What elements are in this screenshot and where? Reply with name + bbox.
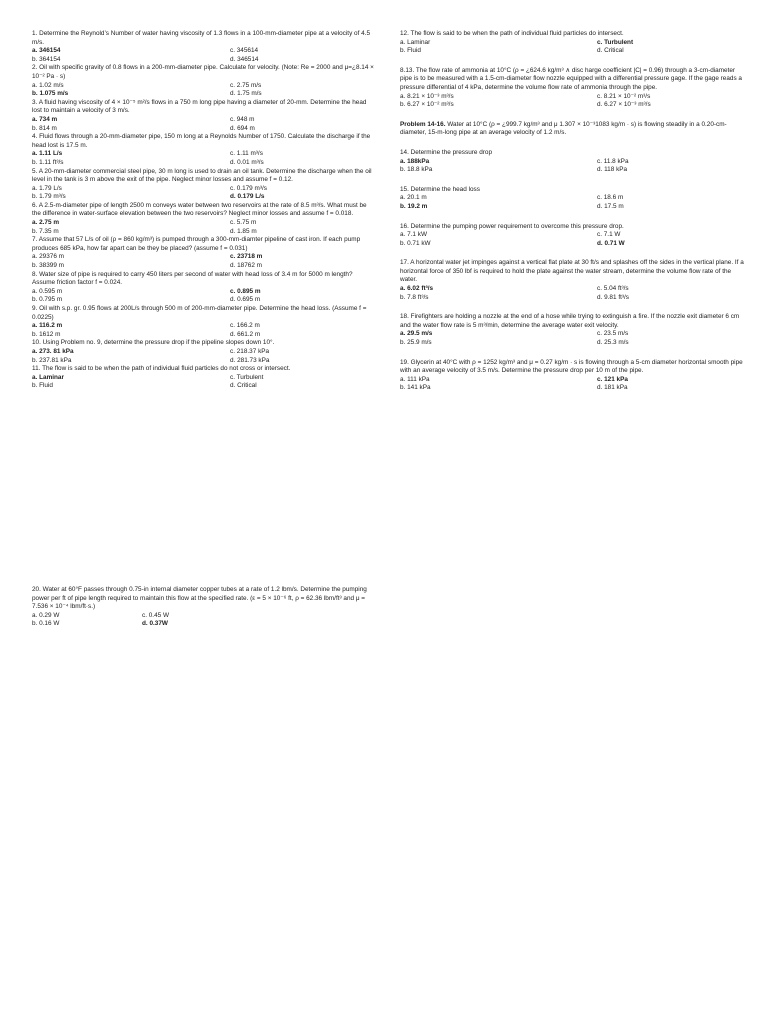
question-text [32,236,374,253]
question-body: 3. A fluid having viscosity of 4 × 10⁻⁵ m²/s flows in a 750 m long pipe having a diameter of 20-mm. Determine the head lost to maintain a velocity of 3 m/s. [32,98,367,115]
answer-option: d. Critical [597,47,624,55]
answer-options [32,348,374,365]
answer-option: d. 0.01 m³/s [230,158,264,166]
question-text [32,168,374,185]
question [32,365,374,391]
question-text [400,149,745,158]
question [32,30,374,64]
problem-set-label: Problem 14-16. [400,120,446,128]
question-body: 14. Determine the pressure drop [400,148,493,156]
question-body: 9. Oil with s.p. gr. 0.95 flows at 200L/s through 500 m of 200-mm-diameter pipe. Determine the head loss. (Assume f = 0.0225) [32,305,367,321]
answer-option: a. Laminar [400,38,431,46]
question-body: 20. Water at 60°F passes through 0.75-in internal diameter copper tubes at a rate of 1.2 lbm/s. Determine the pumping power per ft of pipe length required to maintain this flow at the specified rate. (ε = 5 × 10⁻⁶ ft, ρ = 62.36 lbm/ft³ and μ = 7.536 × 10⁻⁴ lbm/ft·s.) [32,586,367,611]
answer-option: b. 0.71 kW [400,239,431,247]
answer-option: d. 118 kPa [597,166,628,174]
answer-option: b. Fluid [32,382,53,390]
question [32,305,374,339]
answer-option-correct: a. 346154 [32,47,61,55]
answer-option: a. 0.29 W [32,611,60,619]
answer-option-correct: a. 6.02 ft³/s [400,285,434,293]
question-text [400,259,745,285]
answer-option: b. 141 kPa [400,384,431,392]
answer-option: c. 218.37 kPa [230,347,270,355]
answer-option: d. 0.695 m [230,296,261,304]
question-text [32,271,374,288]
question [32,133,374,167]
answer-option: c. 166.2 m [230,322,260,330]
question-text [400,67,745,93]
answer-options [400,231,745,248]
answer-option: d. Critical [230,382,257,390]
answer-option-correct: a. 1.11 L/s [32,150,63,158]
question-text [32,64,374,81]
question [32,99,374,133]
answer-option: b. 25.9 m/s [400,339,432,347]
right-column [400,30,745,404]
answer-option: c. 0.179 m³/s [230,184,267,192]
answer-option: d. 1.75 m/s [230,90,262,98]
answer-option: c. 5.75 m [230,219,257,227]
question-body: 8.13. The flow rate of ammonia at 10°C (ρ = ¿624.6 kg/m³ ∧ disc harge coefficient |C| = 0.96) through a 3-cm-diameter pipe is to be measured with a 1.5-cm-diameter flow nozzle equipped with a differential pressure gage. If the gage reads a pressure differential of 4 kPa, determine the volume flow rate of ammonia through the pipe. [400,66,742,91]
answer-option: d. 25.3 m/s [597,339,629,347]
question-body: 6. A 2.5-m-diameter pipe of length 2500 m conveys water between two reservoirs at the rate of 8.5 m³/s. What must be the difference in water-surface elevation between the two reservoirs? Neglect minor losses and assume f = 0.018. [32,201,367,218]
question-text [32,586,374,612]
answer-option: d. 6.27 × 10⁻³ m³/s [597,101,651,109]
answer-options [32,47,374,64]
question [32,586,374,629]
answer-option: c. 0.45 W [142,611,169,619]
answer-options [32,219,374,236]
question [32,236,374,270]
answer-option: c. 2.75 m/s [230,81,262,89]
question [400,121,745,138]
question [400,223,745,249]
answer-option: b. 0.16 W [32,620,60,628]
answer-option: d. 17.5 m [597,202,624,210]
answer-options [400,194,745,211]
answer-option: c. 18.6 m [597,194,624,202]
question-text [400,30,745,39]
question-body: 11. The flow is said to be when the path of individual fluid particles do not cross or intersect. [32,365,291,373]
bottom-question-block [32,586,374,629]
answer-option: c. 7.1 W [597,231,621,239]
answer-option: d. 1.85 m [230,227,257,235]
question-text [400,121,745,138]
question-body: 17. A horizontal water jet impinges against a vertical flat plate at 30 ft/s and splashes off the sides in the vertical plane. If a horizontal force of 350 lbf is required to hold the plate against the water stream, determine the volume flow rate of the water. [400,259,744,284]
answer-option: b. 38399 m [32,262,64,270]
question [32,168,374,202]
answer-option: c. 1.11 m³/s [230,150,263,158]
question-text [32,99,374,116]
answer-option-correct: c. 23718 m [230,253,263,261]
answer-options [32,288,374,305]
answer-option: b. Fluid [400,47,421,55]
question [32,64,374,98]
answer-option: b. 7.35 m [32,227,59,235]
question-body: 8. Water size of pipe is required to carry 450 liters per second of water with head loss of 3.4 m for 5000 m length? Assume friction factor f = 0.024. [32,270,353,287]
question-text [400,186,745,195]
answer-option: d. 661.2 m [230,330,261,338]
answer-options [32,116,374,133]
answer-option-correct: a. 734 m [32,115,58,123]
question-body: 7. Assume that 57 L/s of oil (ρ = 860 kg/m³) is pumped through a 300-mm-diamter pipeline of cast iron. If each pump produces 685 kPa, how far apart can be they be placed? (assume f = 0.031) [32,236,361,252]
question-body: 18. Firefighters are holding a nozzle at the end of a hose while trying to extinguish a fire. If the nozzle exit diameter 6 cm and the water flow rate is 5 m³/min, determine the average water exit velocity. [400,313,740,329]
answer-option: b. 18.8 kPa [400,166,433,174]
answer-option: a. 1.79 L/s [32,184,62,192]
question-text [32,133,374,150]
answer-option: a. 111 kPa [400,375,430,383]
question-text [32,339,374,348]
answer-option-correct: d. 0.71 W [597,239,625,247]
answer-option: b. 1.11 ft³/s [32,158,64,166]
answer-option: c. 345614 [230,47,259,55]
question-body: 15. Determine the head loss [400,185,480,193]
answer-option: b. 237.81 kPa [32,356,72,364]
answer-option-correct: a. 188kPa [400,157,430,165]
question [32,339,374,365]
answer-option: a. 0.595 m [32,287,63,295]
answer-options [400,330,745,347]
answer-option: c. 23.5 m/s [597,330,629,338]
answer-options [32,612,374,629]
answer-option: d. 9.81 ft³/s [597,293,629,301]
answer-option: d. 281.73 kPa [230,356,270,364]
answer-option: c. 948 m [230,115,255,123]
answer-option: b. 6.27 × 10⁻² m³/s [400,101,454,109]
question-body: Water at 10°C (ρ = ¿999.7 kg/m³ and μ 1.307 × 10⁻³1083 kg/m · s) is flowing steadily in a 0.20-cm-diameter, 15-m-long pipe at an average velocity of 1.2 m/s. [400,120,727,137]
answer-option: a. 1.02 m/s [32,81,64,89]
question [400,259,745,302]
left-column [32,30,374,391]
answer-option: a. 20.1 m [400,194,427,202]
question-body: 19. Glycerin at 40°C with ρ = 1252 kg/m³ and μ = 0.27 kg/m · s is flowing through a 5-cm diameter horizontal smooth pipe with an average velocity of 3.5 m/s. Determine the pressure drop per 10 m of the pipe. [400,358,743,375]
question-body: 16. Determine the pumping power requirement to overcome this pressure drop. [400,222,624,230]
answer-option-correct: a. 116.2 m [32,322,63,330]
answer-option: b. 7.8 ft³/s [400,293,429,301]
answer-option: a. 8.21 × 10⁻³ m³/s [400,92,454,100]
question-body: 2. Oil with specific gravity of 0.8 flows in a 200-mm-diameter pipe. Calculate for velocity. (Note: Re = 2000 and μ=¿8.14 × 10⁻² Pa · s) [32,64,374,80]
answer-option-correct: a. 273. 81 kPa [32,347,74,355]
answer-option: b. 814 m [32,124,57,132]
answer-option: d. 694 m [230,124,255,132]
answer-options [400,158,745,175]
question-body: 4. Fluid flows through a 20-mm-diameter pipe, 150 m long at a Reynolds Number of 1750. Calculate the discharge if the head lost is 17.5 m. [32,133,371,149]
answer-option: d. 346514 [230,55,259,63]
answer-option: c. 11.8 kPa [597,157,629,165]
question-text [32,30,374,47]
question-text [32,305,374,322]
question-text [32,365,374,374]
question-body: 5. A 20-mm-diameter commercial steel pipe, 30 m long is used to drain an oil tank. Determine the discharge when the oil level in the tank is 3 m above the exit of the pipe. Neglect minor losses and assume f = 0.12. [32,167,372,184]
answer-option: b. 1612 m [32,330,61,338]
answer-options [400,39,745,56]
question [32,202,374,236]
answer-option: b. 0.795 m [32,296,63,304]
question [400,149,745,175]
question [32,271,374,305]
answer-option-correct: b. 19.2 m [400,202,428,210]
answer-option: d. 181 kPa [597,384,628,392]
answer-option-correct: c. Turbulent [597,38,634,46]
question-body: 10. Using Problem no. 9, determine the pressure drop if the pipeline slopes down 10°. [32,339,275,347]
answer-option: b. 1.79 m³/s [32,193,66,201]
answer-option-correct: a. 2.75 m [32,219,60,227]
answer-option-correct: c. 0.895 m [230,287,261,295]
answer-options [400,93,745,110]
answer-options [32,185,374,202]
question [400,30,745,56]
answer-options [32,82,374,99]
answer-option: c. Turbulent [230,373,264,381]
answer-option-correct: d. 0.37W [142,620,168,628]
question-text [400,223,745,232]
answer-option: d. 18762 m [230,262,262,270]
answer-option-correct: a. 29.5 m/s [400,330,433,338]
answer-option: b. 364154 [32,55,61,63]
question-body: 1. Determine the Reynold’s Number of water having viscosity of 1.3 flows in a 100-mm-diameter pipe at a velocity of 4.5 m/s. [32,30,371,46]
question [400,313,745,347]
answer-option: c. 5.04 ft³/s [597,285,629,293]
answer-option: a. 29376 m [32,253,64,261]
answer-option: a. 7.1 kW [400,231,427,239]
answer-options [32,150,374,167]
answer-options [32,253,374,270]
answer-option: c. 8.21 × 10⁻² m³/s [597,92,651,100]
question-text [400,359,745,376]
answer-options [32,322,374,339]
question [400,359,745,393]
question-text [400,313,745,330]
answer-option-correct: b. 1.075 m/s [32,90,69,98]
answer-option-correct: a. Laminar [32,373,64,381]
answer-options [400,285,745,302]
question-body: 12. The flow is said to be when the path of individual fluid particles do intersect. [400,30,624,37]
answer-options [400,376,745,393]
answer-option-correct: d. 0.179 L/s [230,193,265,201]
question [400,67,745,110]
question-text [32,202,374,219]
answer-options [32,374,374,391]
question [400,186,745,212]
answer-option-correct: c. 121 kPa [597,375,628,383]
